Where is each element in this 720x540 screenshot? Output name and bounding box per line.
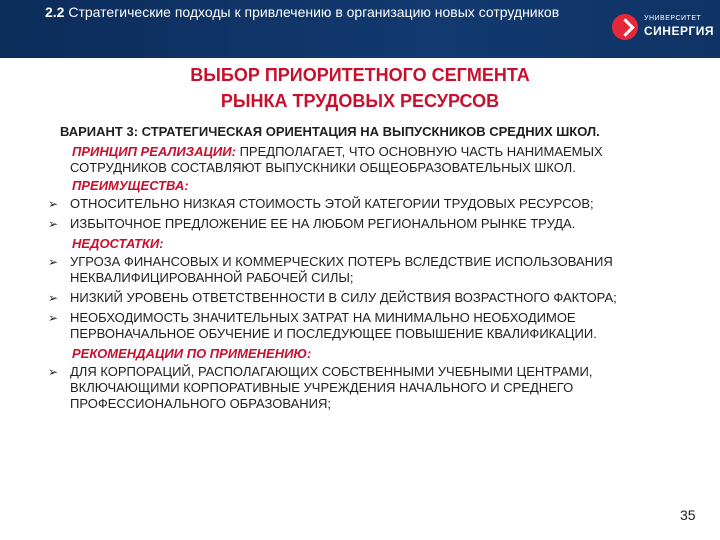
arrow-bullet-icon: ➢: [48, 217, 59, 231]
disadvantage-item: [48, 310, 688, 342]
disadvantage-item-text: НЕОБХОДИМОСТЬ ЗНАЧИТЕЛЬНЫХ ЗАТРАТ НА МИНИМАЛЬНО НЕОБХОДИМОЕ ПЕРВОНАЧАЛЬНОЕ ОБУЧЕНИЕ И ПОСЛЕДУЮЩЕЕ ПОВЫШЕНИЕ КВАЛИФИКАЦИИ.: [70, 310, 597, 341]
logo-text-synergy: СИНЕРГИЯ: [644, 24, 715, 38]
disadvantage-item-text: НИЗКИЙ УРОВЕНЬ ОТВЕТСТВЕННОСТИ В СИЛУ ДЕЙСТВИЯ ВОЗРАСТНОГО ФАКТОРА;: [70, 290, 617, 305]
recommendations-label: РЕКОМЕНДАЦИИ ПО ПРИМЕНЕНИЮ:: [72, 346, 312, 361]
advantage-item-text: ИЗБЫТОЧНОЕ ПРЕДЛОЖЕНИЕ ЕЕ НА ЛЮБОМ РЕГИОНАЛЬНОМ РЫНКЕ ТРУДА.: [70, 216, 576, 231]
principle-label: ПРИНЦИП РЕАЛИЗАЦИИ:: [72, 144, 236, 159]
synergy-logo-icon: [612, 14, 638, 40]
section-title-text: Стратегические подходы к привлечению в организацию новых сотрудников: [68, 4, 560, 20]
slide-title: [80, 62, 640, 114]
principle-text: ПРЕДПОЛАГАЕТ, ЧТО ОСНОВНУЮ ЧАСТЬ НАНИМАЕМЫХ СОТРУДНИКОВ СОСТАВЛЯЮТ ВЫПУСКНИКИ ОБЩЕОБРАЗОВАТЕЛЬНЫХ ШКОЛ.: [70, 144, 603, 175]
recommendation-item: [48, 364, 688, 412]
section-number: 2.2: [45, 4, 65, 20]
disadvantages-label: НЕДОСТАТКИ:: [72, 236, 164, 251]
page-number: 35: [680, 507, 696, 523]
advantage-item: [48, 216, 688, 232]
header-bar: [0, 0, 720, 58]
advantage-item: [48, 196, 688, 212]
disadvantage-item-text: УГРОЗА ФИНАНСОВЫХ И КОММЕРЧЕСКИХ ПОТЕРЬ ВСЛЕДСТВИЕ ИСПОЛЬЗОВАНИЯ НЕКВАЛИФИЦИРОВАННОЙ РАБОЧЕЙ СИЛЫ;: [70, 254, 613, 285]
recommendation-item-text: ДЛЯ КОРПОРАЦИЙ, РАСПОЛАГАЮЩИХ СОБСТВЕННЫМИ УЧЕБНЫМИ ЦЕНТРАМИ, ВКЛЮЧАЮЩИМИ КОРПОРАТИВНЫЕ УЧРЕЖДЕНИЯ НАЧАЛЬНОГО И СРЕДНЕГО ПРОФЕССИОНАЛЬНОГО ОБРАЗОВАНИЯ;: [70, 364, 593, 411]
arrow-bullet-icon: ➢: [48, 311, 59, 325]
disadvantage-item: [48, 254, 688, 286]
arrow-bullet-icon: ➢: [48, 197, 59, 211]
arrow-bullet-icon: ➢: [48, 255, 59, 269]
slide-content: [48, 124, 688, 416]
principle-paragraph: [48, 144, 688, 176]
arrow-bullet-icon: ➢: [48, 365, 59, 379]
disadvantage-item: [48, 290, 688, 306]
variant-heading: ВАРИАНТ 3: СТРАТЕГИЧЕСКАЯ ОРИЕНТАЦИЯ НА ВЫПУСКНИКОВ СРЕДНИХ ШКОЛ.: [60, 124, 600, 139]
arrow-bullet-icon: ➢: [48, 291, 59, 305]
logo-text-university: УНИВЕРСИТЕТ: [644, 15, 702, 22]
advantage-item-text: ОТНОСИТЕЛЬНО НИЗКАЯ СТОИМОСТЬ ЭТОЙ КАТЕГОРИИ ТРУДОВЫХ РЕСУРСОВ;: [70, 196, 594, 211]
slide-title-line2: РЫНКА ТРУДОВЫХ РЕСУРСОВ: [220, 91, 500, 111]
advantages-label: ПРЕИМУЩЕСТВА:: [72, 178, 189, 193]
slide-title-line1: ВЫБОР ПРИОРИТЕТНОГО СЕГМЕНТА: [190, 65, 530, 85]
section-title: [45, 4, 605, 20]
